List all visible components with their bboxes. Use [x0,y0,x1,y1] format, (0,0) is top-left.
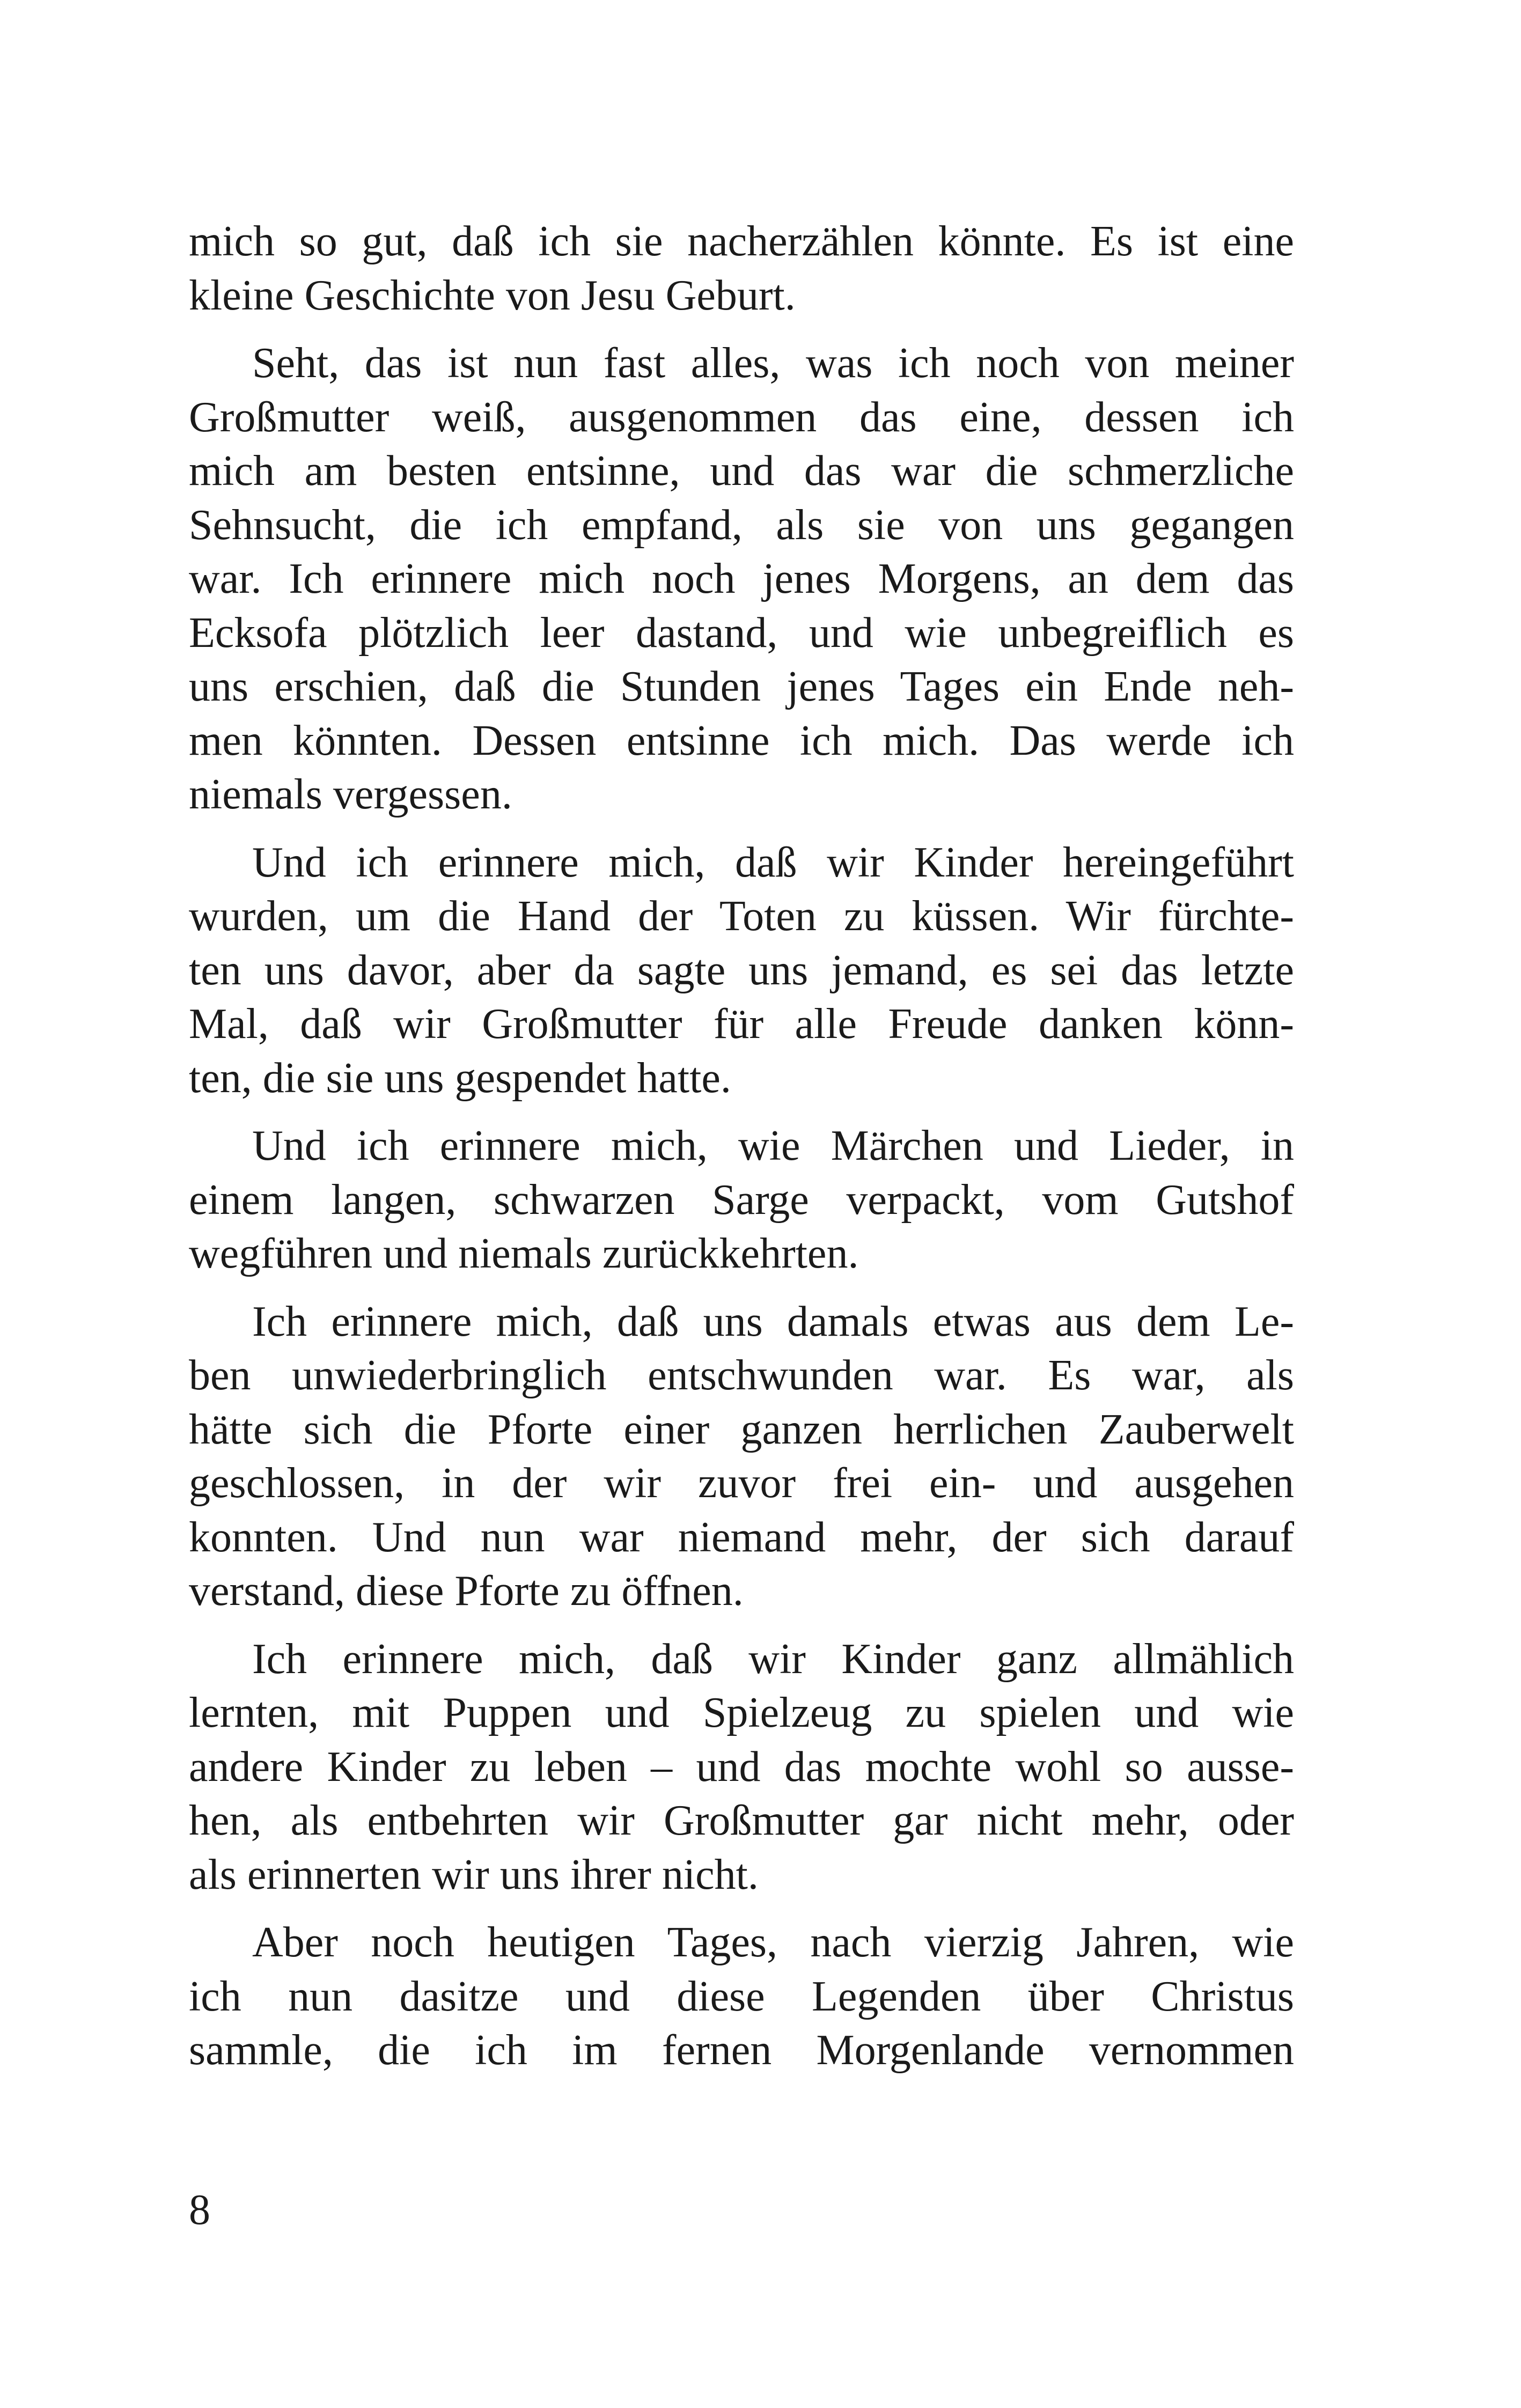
paragraph-gap [189,1902,1294,1916]
paragraph [189,836,1294,1106]
text-line: einem langen, schwarzen Sarge verpackt, vom Gutshof [189,1176,1294,1224]
text-line: Und ich erinnere mich, daß wir Kinder hereingeführt [252,838,1294,886]
text-line: andere Kinder zu leben – und das mochte wohl so ausse- [189,1743,1294,1791]
text-line: wegführen und niemals zurückkehrten. [189,1230,859,1277]
text-line: mich am besten entsinne, und das war die schmerzliche [189,447,1294,495]
text-line: Ich erinnere mich, daß wir Kinder ganz allmählich [252,1635,1294,1683]
text-line: sammle, die ich im fernen Morgenlande vernommen [189,2027,1294,2074]
text-line: kleine Geschichte von Jesu Geburt. [189,271,796,319]
paragraph-gap [189,822,1294,836]
text-line: Und ich erinnere mich, wie Märchen und Lieder, in [252,1122,1294,1169]
text-line: Ich erinnere mich, daß uns damals etwas aus dem Le- [252,1298,1294,1345]
paragraph-gap [189,1105,1294,1119]
text-line: als erinnerten wir uns ihrer nicht. [189,1851,759,1898]
text-line: mich so gut, daß ich sie nacherzählen könnte. Es ist eine [189,218,1294,265]
text-line: Aber noch heutigen Tages, nach vierzig Jahren, wie [252,1919,1294,1966]
text-line: ten uns davor, aber da sagte uns jemand, es sei das letzte [189,946,1294,994]
text-line: uns erschien, daß die Stunden jenes Tages ein Ende neh- [189,663,1294,710]
text-line: Sehnsucht, die ich empfand, als sie von uns gegangen [189,501,1294,549]
text-line: men könnten. Dessen entsinne ich mich. Das werde ich [189,717,1294,764]
text-line: Ecksofa plötzlich leer dastand, und wie unbegreiflich es [189,609,1294,657]
paragraph [189,1119,1294,1281]
text-line: war. Ich erinnere mich noch jenes Morgens, an dem das [189,555,1294,602]
paragraph-gap [189,1281,1294,1295]
paragraph [189,1295,1294,1618]
text-line: ben unwiederbringlich entschwunden war. Es war, als [189,1352,1294,1399]
text-line: konnten. Und nun war niemand mehr, der sich darauf [189,1513,1294,1561]
text-line: Seht, das ist nun fast alles, was ich noch von meiner [252,340,1294,387]
paragraph [189,1916,1294,2078]
text-line: Großmutter weiß, ausgenommen das eine, dessen ich [189,393,1294,441]
text-line: niemals vergessen. [189,771,512,818]
paragraph [189,336,1294,822]
text-line: wurden, um die Hand der Toten zu küssen. Wir fürchte- [189,893,1294,940]
body-text [189,215,1294,2078]
page-number: 8 [189,2186,210,2234]
text-line: hen, als entbehrten wir Großmutter gar nicht mehr, oder [189,1797,1294,1844]
text-line: Mal, daß wir Großmutter für alle Freude danken könn- [189,1000,1294,1048]
paragraph [189,1632,1294,1902]
text-line: lernten, mit Puppen und Spielzeug zu spielen und wie [189,1689,1294,1736]
text-line: geschlossen, in der wir zuvor frei ein- und ausgehen [189,1460,1294,1507]
text-line: ten, die sie uns gespendet hatte. [189,1054,731,1102]
text-line: ich nun dasitze und diese Legenden über Christus [189,1972,1294,2020]
text-line: hätte sich die Pforte einer ganzen herrlichen Zauberwelt [189,1405,1294,1453]
paragraph-gap [189,1618,1294,1632]
paragraph [189,215,1294,322]
paragraph-gap [189,322,1294,336]
text-line: verstand, diese Pforte zu öffnen. [189,1567,744,1615]
